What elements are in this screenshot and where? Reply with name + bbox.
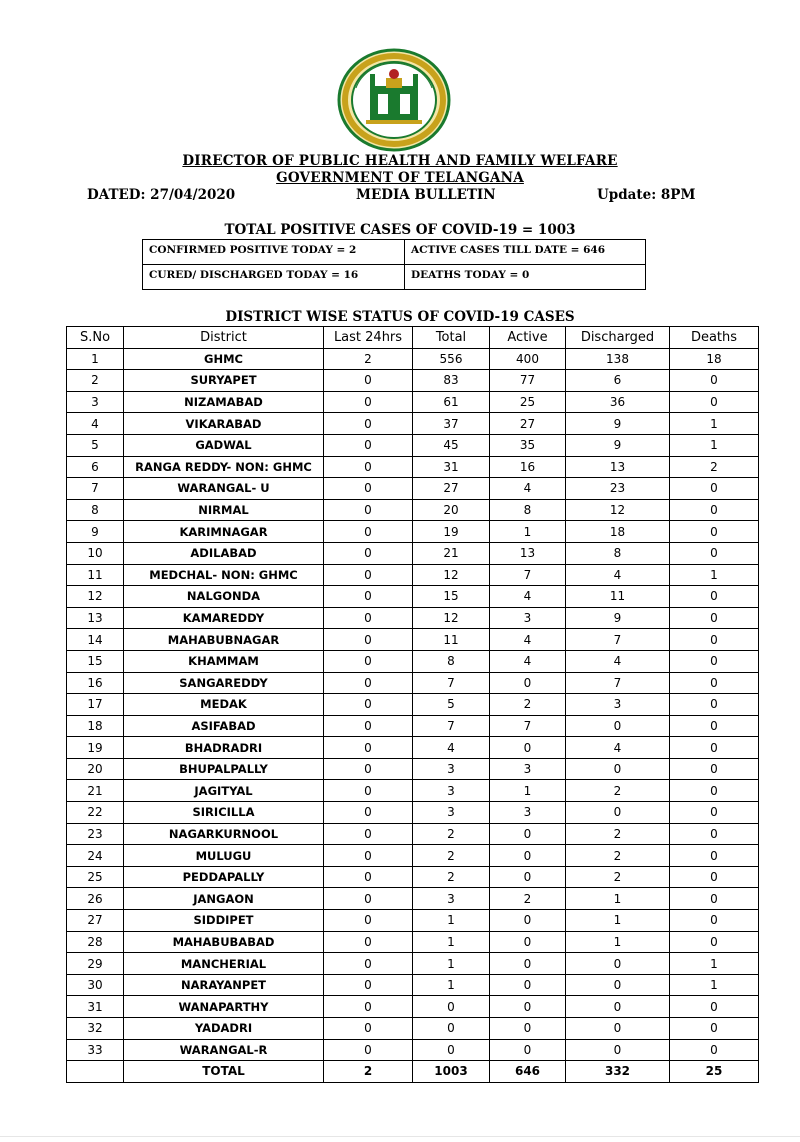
cell-active: 0 <box>490 1018 566 1040</box>
cell-district: MEDCHAL- NON: GHMC <box>124 564 324 586</box>
cell-active: 77 <box>490 370 566 392</box>
cell-total: 7 <box>413 715 490 737</box>
cell-total: 1 <box>413 953 490 975</box>
cell-sno: 7 <box>67 478 124 500</box>
table-row <box>67 586 759 608</box>
cell-total: 3 <box>413 802 490 824</box>
table-row <box>67 348 759 370</box>
cell-district: JAGITYAL <box>124 780 324 802</box>
cell-total: 3 <box>413 780 490 802</box>
table-row <box>67 953 759 975</box>
cell-sno: 32 <box>67 1018 124 1040</box>
district-status-table <box>66 326 759 1083</box>
cell-discharged: 9 <box>566 434 670 456</box>
cell-total: 556 <box>413 348 490 370</box>
cell-district: MULUGU <box>124 845 324 867</box>
cell-sno: 21 <box>67 780 124 802</box>
cell-last24: 0 <box>324 413 413 435</box>
cell-district: ADILABAD <box>124 542 324 564</box>
cell-last24: 0 <box>324 910 413 932</box>
cell-total: 1 <box>413 931 490 953</box>
cell-sno: 2 <box>67 370 124 392</box>
cell-total: 12 <box>413 564 490 586</box>
table-row <box>67 694 759 716</box>
col-district: District <box>124 327 324 349</box>
cell-sno: 28 <box>67 931 124 953</box>
cell-discharged: 4 <box>566 564 670 586</box>
cell-discharged: 18 <box>566 521 670 543</box>
table-row <box>67 715 759 737</box>
cell-last24: 0 <box>324 629 413 651</box>
cell-last24: 0 <box>324 974 413 996</box>
cell-sno: 33 <box>67 1039 124 1061</box>
cell-last24: 0 <box>324 542 413 564</box>
total-discharged: 332 <box>566 1061 670 1083</box>
cell-discharged: 0 <box>566 758 670 780</box>
cell-district: BHUPALPALLY <box>124 758 324 780</box>
cell-district: GADWAL <box>124 434 324 456</box>
cured-today: CURED/ DISCHARGED TODAY = 16 <box>149 269 359 281</box>
cell-last24: 0 <box>324 607 413 629</box>
cell-discharged: 11 <box>566 586 670 608</box>
cell-deaths: 0 <box>670 586 759 608</box>
cell-last24: 0 <box>324 823 413 845</box>
table-row <box>67 413 759 435</box>
summary-box <box>142 239 646 290</box>
cell-active: 0 <box>490 737 566 759</box>
table-row <box>67 996 759 1018</box>
cell-total: 27 <box>413 478 490 500</box>
cell-deaths: 0 <box>670 542 759 564</box>
cell-sno: 9 <box>67 521 124 543</box>
cell-last24: 0 <box>324 650 413 672</box>
cell-total: 3 <box>413 888 490 910</box>
table-row <box>67 910 759 932</box>
cell-deaths: 0 <box>670 607 759 629</box>
cell-total: 0 <box>413 996 490 1018</box>
cell-last24: 0 <box>324 737 413 759</box>
header-department: DIRECTOR OF PUBLIC HEALTH AND FAMILY WELFARE <box>182 153 618 169</box>
cell-district: RANGA REDDY- NON: GHMC <box>124 456 324 478</box>
cell-total: 1 <box>413 910 490 932</box>
total-active: 646 <box>490 1061 566 1083</box>
cell-discharged: 0 <box>566 1039 670 1061</box>
table-row <box>67 521 759 543</box>
table-row <box>67 1039 759 1061</box>
cell-discharged: 0 <box>566 996 670 1018</box>
table-row <box>67 780 759 802</box>
cell-deaths: 0 <box>670 478 759 500</box>
bulletin-title: MEDIA BULLETIN <box>356 187 496 203</box>
deaths-today: DEATHS TODAY = 0 <box>411 269 530 281</box>
cell-active: 0 <box>490 823 566 845</box>
cell-active: 16 <box>490 456 566 478</box>
cell-district: KAMAREDDY <box>124 607 324 629</box>
table-row <box>67 370 759 392</box>
cell-total: 15 <box>413 586 490 608</box>
cell-discharged: 0 <box>566 1018 670 1040</box>
cell-total: 37 <box>413 413 490 435</box>
table-row <box>67 434 759 456</box>
cell-last24: 0 <box>324 672 413 694</box>
cell-last24: 0 <box>324 715 413 737</box>
cell-last24: 0 <box>324 434 413 456</box>
cell-district: SIRICILLA <box>124 802 324 824</box>
cell-district: SURYAPET <box>124 370 324 392</box>
cell-district: WANAPARTHY <box>124 996 324 1018</box>
table-row <box>67 499 759 521</box>
cell-district: NALGONDA <box>124 586 324 608</box>
cell-active: 4 <box>490 650 566 672</box>
cell-last24: 0 <box>324 996 413 1018</box>
cell-last24: 0 <box>324 888 413 910</box>
cell-deaths: 0 <box>670 521 759 543</box>
cell-district: NIRMAL <box>124 499 324 521</box>
col-active: Active <box>490 327 566 349</box>
cell-district: MEDAK <box>124 694 324 716</box>
col-sno: S.No <box>67 327 124 349</box>
district-table-heading: DISTRICT WISE STATUS OF COVID-19 CASES <box>225 309 575 325</box>
cell-deaths: 1 <box>670 974 759 996</box>
cell-active: 1 <box>490 780 566 802</box>
cell-district: MAHABUBABAD <box>124 931 324 953</box>
cell-last24: 0 <box>324 456 413 478</box>
table-row <box>67 758 759 780</box>
cell-discharged: 4 <box>566 650 670 672</box>
cell-discharged: 3 <box>566 694 670 716</box>
cell-last24: 0 <box>324 953 413 975</box>
cell-sno: 16 <box>67 672 124 694</box>
cell-deaths: 0 <box>670 823 759 845</box>
cell-discharged: 7 <box>566 672 670 694</box>
cell-active: 0 <box>490 866 566 888</box>
cell-last24: 0 <box>324 866 413 888</box>
cell-discharged: 7 <box>566 629 670 651</box>
cell-last24: 0 <box>324 370 413 392</box>
total-positive-heading: TOTAL POSITIVE CASES OF COVID-19 = 1003 <box>224 222 576 238</box>
cell-total: 2 <box>413 845 490 867</box>
cell-sno: 10 <box>67 542 124 564</box>
cell-deaths: 0 <box>670 1039 759 1061</box>
cell-last24: 0 <box>324 1039 413 1061</box>
cell-sno: 12 <box>67 586 124 608</box>
cell-active: 0 <box>490 672 566 694</box>
cell-total: 7 <box>413 672 490 694</box>
cell-sno: 1 <box>67 348 124 370</box>
cell-last24: 0 <box>324 499 413 521</box>
table-row <box>67 931 759 953</box>
cell-discharged: 9 <box>566 413 670 435</box>
cell-sno: 18 <box>67 715 124 737</box>
cell-deaths: 0 <box>670 650 759 672</box>
cell-last24: 0 <box>324 586 413 608</box>
table-row <box>67 629 759 651</box>
cell-total: 8 <box>413 650 490 672</box>
cell-total: 21 <box>413 542 490 564</box>
telangana-emblem-icon <box>336 48 452 152</box>
table-row <box>67 823 759 845</box>
cell-deaths: 1 <box>670 953 759 975</box>
cell-total: 2 <box>413 866 490 888</box>
cell-district: MANCHERIAL <box>124 953 324 975</box>
cell-deaths: 0 <box>670 1018 759 1040</box>
total-row <box>67 1061 759 1083</box>
cell-district: MAHABUBNAGAR <box>124 629 324 651</box>
cell-active: 8 <box>490 499 566 521</box>
cell-sno: 24 <box>67 845 124 867</box>
table-row <box>67 802 759 824</box>
cell-deaths: 0 <box>670 910 759 932</box>
cell-active: 2 <box>490 888 566 910</box>
cell-district: YADADRI <box>124 1018 324 1040</box>
cell-active: 7 <box>490 715 566 737</box>
cell-district: ASIFABAD <box>124 715 324 737</box>
cell-discharged: 138 <box>566 348 670 370</box>
cell-total: 11 <box>413 629 490 651</box>
table-row <box>67 564 759 586</box>
col-total: Total <box>413 327 490 349</box>
cell-active: 3 <box>490 607 566 629</box>
cell-last24: 0 <box>324 478 413 500</box>
cell-sno: 17 <box>67 694 124 716</box>
cell-active: 7 <box>490 564 566 586</box>
cell-total: 0 <box>413 1018 490 1040</box>
cell-discharged: 2 <box>566 780 670 802</box>
cell-district: NARAYANPET <box>124 974 324 996</box>
cell-active: 25 <box>490 391 566 413</box>
cell-deaths: 0 <box>670 802 759 824</box>
cell-last24: 0 <box>324 845 413 867</box>
cell-sno: 26 <box>67 888 124 910</box>
cell-last24: 0 <box>324 521 413 543</box>
cell-active: 35 <box>490 434 566 456</box>
cell-active: 0 <box>490 931 566 953</box>
cell-deaths: 18 <box>670 348 759 370</box>
cell-last24: 0 <box>324 1018 413 1040</box>
table-row <box>67 478 759 500</box>
cell-deaths: 0 <box>670 780 759 802</box>
cell-sno: 6 <box>67 456 124 478</box>
table-row <box>67 888 759 910</box>
cell-deaths: 1 <box>670 434 759 456</box>
cell-district: WARANGAL-R <box>124 1039 324 1061</box>
cell-discharged: 12 <box>566 499 670 521</box>
total-last24: 2 <box>324 1061 413 1083</box>
cell-discharged: 2 <box>566 845 670 867</box>
cell-discharged: 13 <box>566 456 670 478</box>
cell-active: 1 <box>490 521 566 543</box>
cell-deaths: 0 <box>670 866 759 888</box>
cell-discharged: 36 <box>566 391 670 413</box>
cell-active: 0 <box>490 910 566 932</box>
cell-last24: 0 <box>324 564 413 586</box>
total-sno <box>67 1061 124 1083</box>
cell-active: 0 <box>490 1039 566 1061</box>
cell-total: 45 <box>413 434 490 456</box>
cell-total: 0 <box>413 1039 490 1061</box>
bulletin-date: DATED: 27/04/2020 <box>87 187 236 203</box>
cell-total: 1 <box>413 974 490 996</box>
cell-district: NIZAMABAD <box>124 391 324 413</box>
cell-deaths: 1 <box>670 413 759 435</box>
cell-discharged: 0 <box>566 802 670 824</box>
cell-sno: 23 <box>67 823 124 845</box>
cell-total: 19 <box>413 521 490 543</box>
cell-sno: 13 <box>67 607 124 629</box>
cell-sno: 27 <box>67 910 124 932</box>
cell-active: 13 <box>490 542 566 564</box>
cell-active: 0 <box>490 996 566 1018</box>
cell-district: VIKARABAD <box>124 413 324 435</box>
cell-sno: 22 <box>67 802 124 824</box>
cell-discharged: 23 <box>566 478 670 500</box>
cell-district: SANGAREDDY <box>124 672 324 694</box>
cell-deaths: 1 <box>670 564 759 586</box>
cell-sno: 3 <box>67 391 124 413</box>
cell-district: GHMC <box>124 348 324 370</box>
cell-district: KARIMNAGAR <box>124 521 324 543</box>
cell-deaths: 0 <box>670 694 759 716</box>
cell-discharged: 6 <box>566 370 670 392</box>
cell-active: 3 <box>490 758 566 780</box>
table-row <box>67 456 759 478</box>
table-row <box>67 607 759 629</box>
cell-last24: 0 <box>324 391 413 413</box>
cell-discharged: 0 <box>566 974 670 996</box>
bulletin-update-time: Update: 8PM <box>597 187 696 203</box>
cell-discharged: 2 <box>566 823 670 845</box>
col-last24: Last 24hrs <box>324 327 413 349</box>
cell-discharged: 2 <box>566 866 670 888</box>
cell-sno: 15 <box>67 650 124 672</box>
cell-sno: 25 <box>67 866 124 888</box>
cell-district: NAGARKURNOOL <box>124 823 324 845</box>
cell-last24: 2 <box>324 348 413 370</box>
cell-sno: 30 <box>67 974 124 996</box>
cell-deaths: 0 <box>670 758 759 780</box>
cell-district: WARANGAL- U <box>124 478 324 500</box>
cell-district: KHAMMAM <box>124 650 324 672</box>
cell-deaths: 0 <box>670 370 759 392</box>
cell-total: 31 <box>413 456 490 478</box>
cell-deaths: 0 <box>670 672 759 694</box>
cell-deaths: 0 <box>670 629 759 651</box>
cell-total: 12 <box>413 607 490 629</box>
cell-district: BHADRADRI <box>124 737 324 759</box>
cell-active: 27 <box>490 413 566 435</box>
cell-discharged: 8 <box>566 542 670 564</box>
cell-active: 0 <box>490 845 566 867</box>
cell-deaths: 0 <box>670 391 759 413</box>
total-deaths: 25 <box>670 1061 759 1083</box>
cell-last24: 0 <box>324 931 413 953</box>
cell-total: 20 <box>413 499 490 521</box>
cell-total: 3 <box>413 758 490 780</box>
cell-sno: 20 <box>67 758 124 780</box>
cell-total: 61 <box>413 391 490 413</box>
cell-active: 2 <box>490 694 566 716</box>
cell-sno: 11 <box>67 564 124 586</box>
col-discharged: Discharged <box>566 327 670 349</box>
cell-discharged: 0 <box>566 715 670 737</box>
cell-deaths: 0 <box>670 845 759 867</box>
cell-deaths: 0 <box>670 931 759 953</box>
cell-sno: 14 <box>67 629 124 651</box>
cell-sno: 8 <box>67 499 124 521</box>
cell-deaths: 0 <box>670 499 759 521</box>
cell-discharged: 1 <box>566 931 670 953</box>
cell-active: 400 <box>490 348 566 370</box>
cell-active: 4 <box>490 478 566 500</box>
cell-sno: 19 <box>67 737 124 759</box>
cell-sno: 31 <box>67 996 124 1018</box>
cell-sno: 5 <box>67 434 124 456</box>
cell-district: SIDDIPET <box>124 910 324 932</box>
cell-sno: 4 <box>67 413 124 435</box>
cell-last24: 0 <box>324 758 413 780</box>
table-row <box>67 650 759 672</box>
cell-deaths: 0 <box>670 888 759 910</box>
col-deaths: Deaths <box>670 327 759 349</box>
cell-sno: 29 <box>67 953 124 975</box>
cell-total: 5 <box>413 694 490 716</box>
cell-active: 4 <box>490 629 566 651</box>
table-row <box>67 1018 759 1040</box>
cell-active: 4 <box>490 586 566 608</box>
cell-discharged: 4 <box>566 737 670 759</box>
cell-last24: 0 <box>324 694 413 716</box>
cell-deaths: 2 <box>670 456 759 478</box>
table-row <box>67 542 759 564</box>
cell-discharged: 1 <box>566 910 670 932</box>
cell-active: 0 <box>490 974 566 996</box>
cell-total: 2 <box>413 823 490 845</box>
table-row <box>67 391 759 413</box>
table-row <box>67 737 759 759</box>
cell-deaths: 0 <box>670 996 759 1018</box>
cell-discharged: 1 <box>566 888 670 910</box>
cell-discharged: 0 <box>566 953 670 975</box>
table-row <box>67 866 759 888</box>
table-row <box>67 845 759 867</box>
active-till-date: ACTIVE CASES TILL DATE = 646 <box>411 244 606 256</box>
total-district: TOTAL <box>124 1061 324 1083</box>
confirmed-today: CONFIRMED POSITIVE TODAY = 2 <box>149 244 357 256</box>
table-row <box>67 672 759 694</box>
cell-deaths: 0 <box>670 737 759 759</box>
header-government: GOVERNMENT OF TELANGANA <box>276 170 524 186</box>
cell-district: JANGAON <box>124 888 324 910</box>
total-total: 1003 <box>413 1061 490 1083</box>
cell-last24: 0 <box>324 780 413 802</box>
cell-active: 0 <box>490 953 566 975</box>
cell-discharged: 9 <box>566 607 670 629</box>
cell-total: 4 <box>413 737 490 759</box>
cell-deaths: 0 <box>670 715 759 737</box>
cell-active: 3 <box>490 802 566 824</box>
table-row <box>67 974 759 996</box>
cell-district: PEDDAPALLY <box>124 866 324 888</box>
table-header-row <box>67 327 759 349</box>
cell-last24: 0 <box>324 802 413 824</box>
cell-total: 83 <box>413 370 490 392</box>
